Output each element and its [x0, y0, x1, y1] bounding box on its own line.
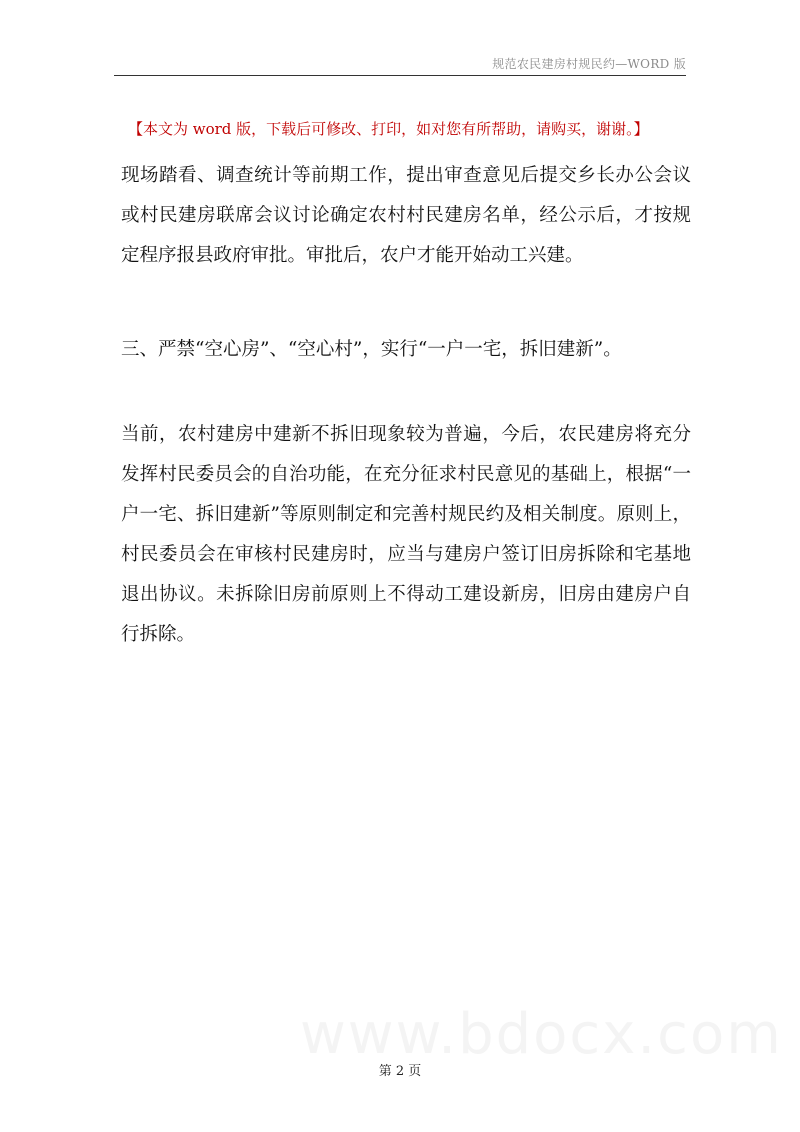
purchase-notice: 【本文为 word 版，下载后可修改、打印，如对您有所帮助，请购买，谢谢。】 [128, 120, 649, 138]
header-title: 规范农民建房村规民约—WORD 版 [492, 57, 686, 71]
watermark: www.bdocx.com [300, 1002, 783, 1067]
section-heading: 三、严禁“空心房”、“空心村”，实行“一户一宅，拆旧建新”。 [121, 339, 622, 360]
header-divider [114, 75, 686, 76]
page-number: 第 2 页 [378, 1064, 422, 1079]
body-paragraph: 当前，农村建房中建新不拆旧现象较为普遍，今后，农民建房将充分发挥村民委员会的自治功能，在充分征求村民意见的基础上，根据“一户一宅、拆旧建新”等原则制定和完善村规民约及相关制度。原则上，村民委员会在审核村民建房时，应当与建房户签订旧房拆除和宅基地退出协议。未拆除旧房前原则上不得动工建设新房，旧房由建房户自行拆除。 [121, 424, 691, 645]
body-paragraph: 现场踏看、调查统计等前期工作，提出审查意见后提交乡长办公会议或村民建房联席会议讨论确定农村村民建房名单，经公示后，才按规定程序报县政府审批。审批后，农户才能开始动工兴建。 [121, 165, 691, 266]
